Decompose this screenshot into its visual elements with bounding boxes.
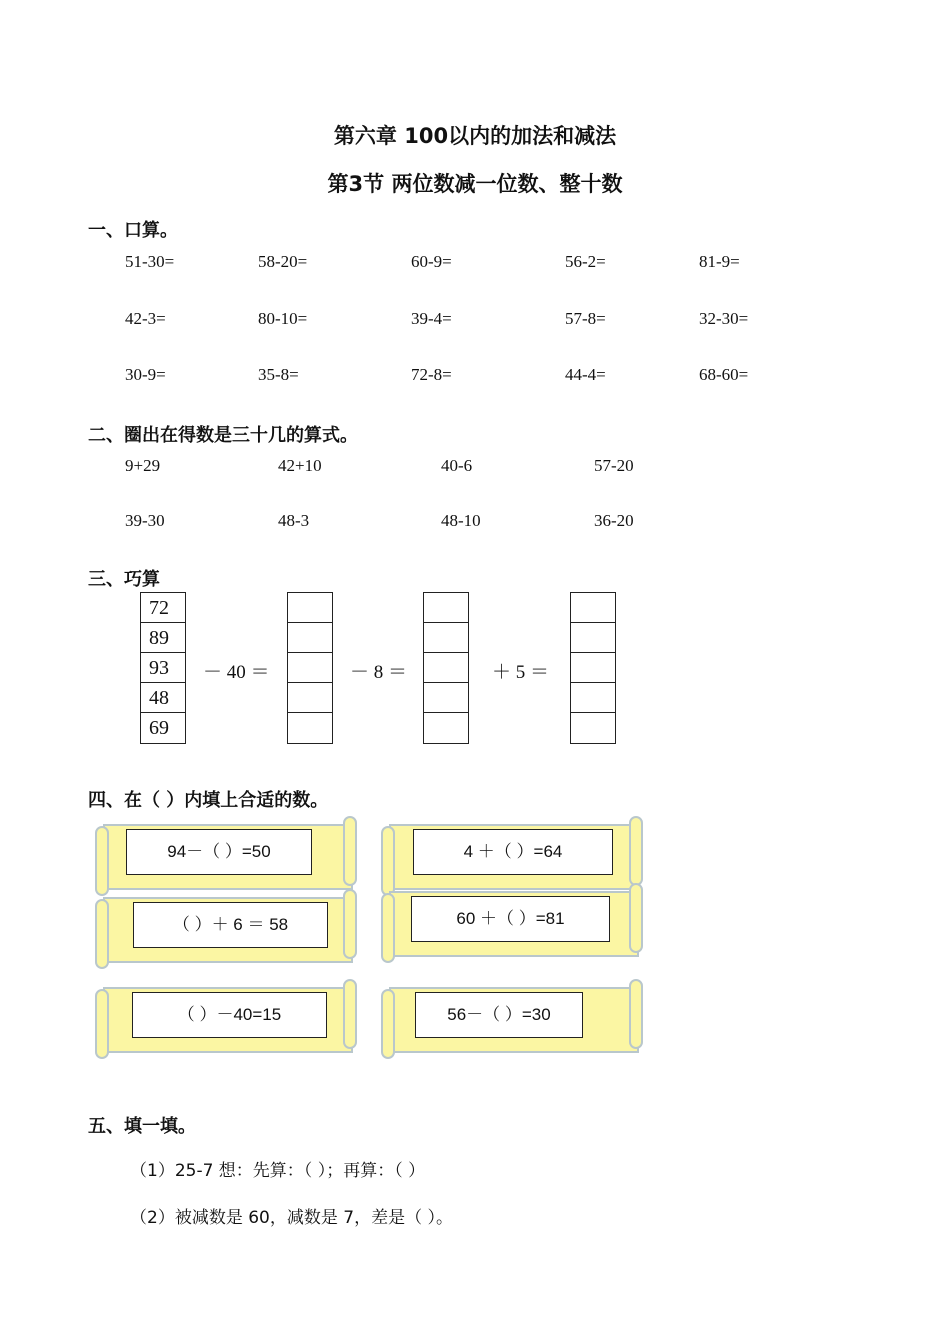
- number-cell: 89: [141, 623, 185, 653]
- section5-heading: 五、填一填。: [88, 1116, 196, 1137]
- expression-item[interactable]: 48-3: [278, 511, 310, 530]
- number-cell: 69: [149, 717, 169, 739]
- answer-cell[interactable]: [571, 713, 615, 743]
- operation-minus-40: － 40 ＝: [203, 662, 270, 683]
- number-cell: 93: [141, 653, 185, 683]
- answer-cell[interactable]: [571, 683, 615, 713]
- number-column: [140, 592, 186, 744]
- expression-item[interactable]: 39-30: [125, 511, 165, 530]
- mental-math-item: 58-20=: [258, 252, 308, 271]
- mental-math-item: 44-4=: [565, 365, 606, 384]
- answer-cell[interactable]: [424, 653, 468, 683]
- answer-cell[interactable]: [571, 653, 615, 683]
- answer-cell[interactable]: [288, 593, 332, 623]
- section2-heading: 二、圈出在得数是三十几的算式。: [88, 425, 358, 446]
- scroll-equation[interactable]: 56－（ ）=30: [415, 992, 583, 1038]
- answer-cell[interactable]: [288, 653, 332, 683]
- answer-column: [287, 592, 333, 744]
- answer-cell[interactable]: [424, 593, 468, 623]
- scroll-card: [94, 815, 358, 895]
- expression-item[interactable]: 42+10: [278, 456, 322, 475]
- operation-minus-8: － 8 ＝: [350, 662, 408, 683]
- answer-cell[interactable]: [571, 593, 615, 623]
- scroll-equation[interactable]: （ ）－40=15: [132, 992, 327, 1038]
- answer-cell[interactable]: [424, 713, 468, 743]
- expression-item[interactable]: 57-20: [594, 456, 634, 475]
- operation-plus-5: ＋ 5 ＝: [492, 662, 550, 683]
- scroll-card: [380, 978, 644, 1058]
- mental-math-item: 30-9=: [125, 365, 166, 384]
- answer-cell[interactable]: [288, 683, 332, 713]
- mental-math-item: 42-3=: [125, 309, 166, 328]
- mental-math-item: 81-9=: [699, 252, 740, 271]
- number-cell: 48: [141, 683, 185, 713]
- answer-cell[interactable]: [288, 713, 332, 743]
- answer-cell[interactable]: [424, 623, 468, 653]
- answer-cell[interactable]: [288, 623, 332, 653]
- fill-question-2: （2）被减数是 60，减数是 7，差是（ ）。: [130, 1208, 453, 1228]
- scroll-card: [94, 888, 358, 968]
- scroll-equation[interactable]: 94－（ ）=50: [126, 829, 312, 875]
- page-subtitle: 第3节 两位数减一位数、整十数: [327, 172, 623, 196]
- mental-math-item: 57-8=: [565, 309, 606, 328]
- mental-math-item: 60-9=: [411, 252, 452, 271]
- number-cell: 72: [141, 593, 185, 623]
- section1-heading: 一、口算。: [88, 220, 178, 241]
- answer-cell[interactable]: [424, 683, 468, 713]
- answer-column: [423, 592, 469, 744]
- section3-heading: 三、巧算: [88, 569, 160, 590]
- answer-cell[interactable]: [571, 623, 615, 653]
- fill-question-1: （1）25-7 想：先算：（ ）；再算：（ ）: [130, 1161, 426, 1181]
- mental-math-item: 72-8=: [411, 365, 452, 384]
- scroll-equation[interactable]: 4 ＋（ ）=64: [413, 829, 613, 875]
- section4-heading: 四、在（ ）内填上合适的数。: [88, 790, 329, 811]
- mental-math-item: 51-30=: [125, 252, 175, 271]
- expression-item[interactable]: 48-10: [441, 511, 481, 530]
- mental-math-item: 35-8=: [258, 365, 299, 384]
- answer-column: [570, 592, 616, 744]
- mental-math-item: 68-60=: [699, 365, 749, 384]
- expression-item[interactable]: 9+29: [125, 456, 161, 475]
- scroll-card: [380, 882, 644, 962]
- scroll-equation[interactable]: 60 ＋（ ）=81: [411, 896, 610, 942]
- expression-item[interactable]: 36-20: [594, 511, 634, 530]
- scroll-equation[interactable]: （ ）＋ 6 ＝ 58: [133, 902, 328, 948]
- mental-math-item: 56-2=: [565, 252, 606, 271]
- expression-item[interactable]: 40-6: [441, 456, 473, 475]
- scroll-card: [94, 978, 358, 1058]
- mental-math-item: 32-30=: [699, 309, 749, 328]
- mental-math-item: 39-4=: [411, 309, 452, 328]
- page-title: 第六章 100以内的加法和减法: [333, 124, 617, 148]
- mental-math-item: 80-10=: [258, 309, 308, 328]
